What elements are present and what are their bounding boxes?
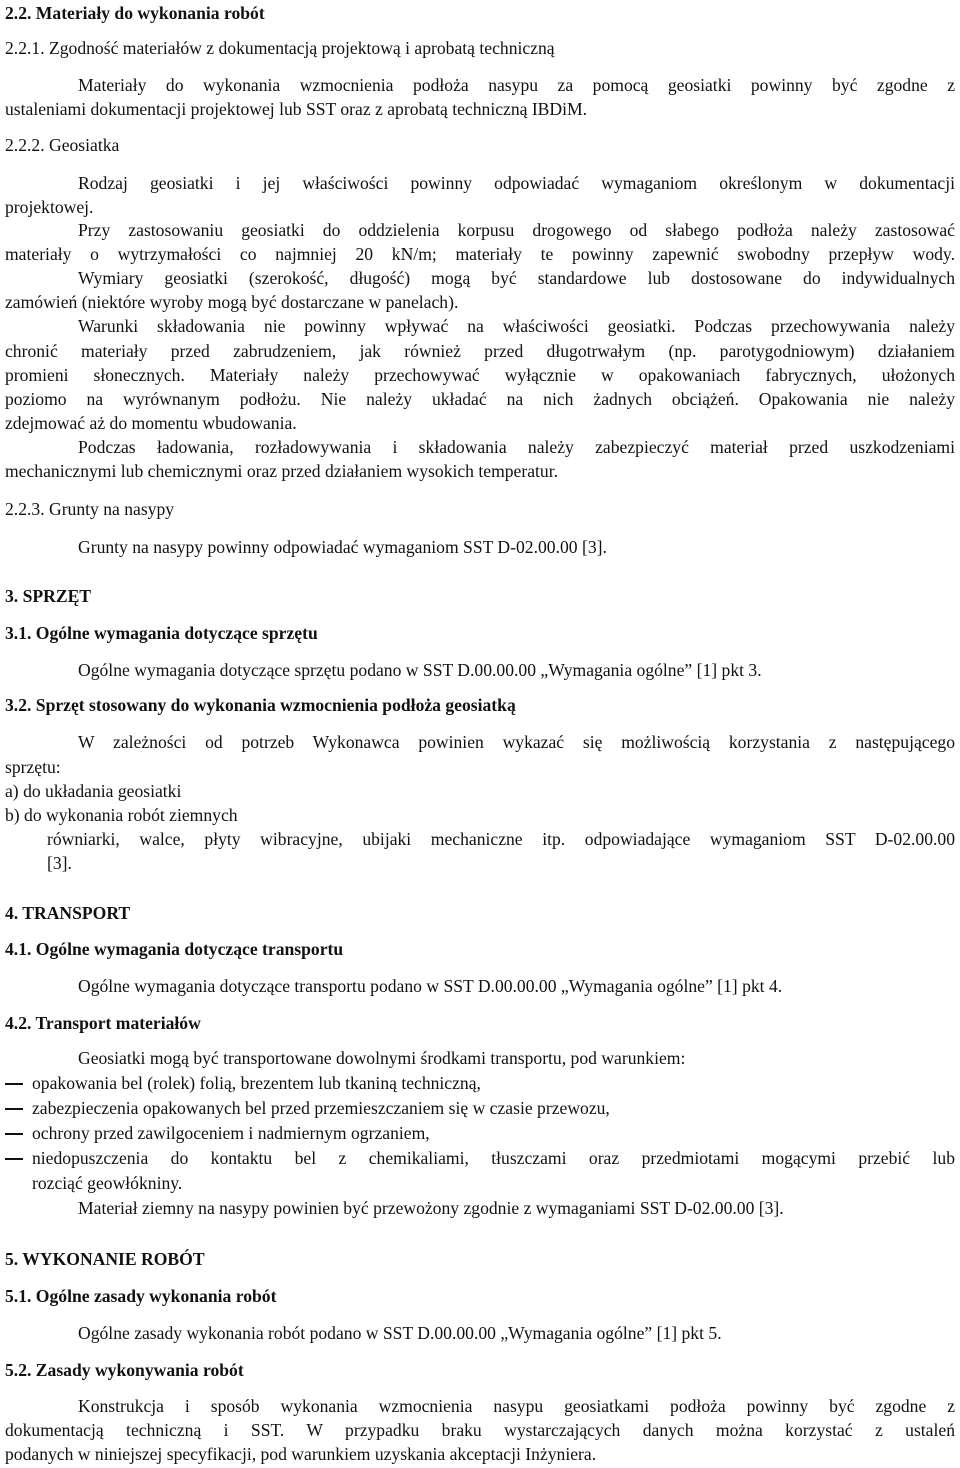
paragraph-line: W zależności od potrzeb Wykonawca powinien wykazać się możliwością korzystania z następującego	[78, 732, 955, 752]
paragraph-line: Geosiatki mogą być transportowane dowolnymi środkami transportu, pod warunkiem:	[78, 1048, 686, 1068]
list-item: a) do układania geosiatki	[5, 781, 182, 801]
paragraph-line: Grunty na nasypy powinny odpowiadać wymaganiom SST D-02.00.00 [3].	[78, 537, 607, 557]
list-item: niedopuszczenia do kontaktu bel z chemikaliami, tłuszczami oraz przedmiotami mogącymi przebić lub	[32, 1148, 955, 1168]
paragraph-line: chronić materiały przed zabrudzeniem, jak również przed długotrwałym (np. parotygodniowym) działaniem	[5, 341, 955, 361]
paragraph-line: zamówień (niektóre wyroby mogą być dostarczane w panelach).	[5, 292, 459, 312]
paragraph-line: Przy zastosowaniu geosiatki do oddzielenia korpusu drogowego od słabego podłoża należy zastosować	[78, 220, 955, 240]
dash-bullet-icon	[5, 1108, 23, 1110]
subsection-title-5-2: 5.2. Zasady wykonywania robót	[5, 1360, 244, 1380]
paragraph-line: promieni słonecznych. Materiały należy przechowywać wyłącznie w opakowaniach fabrycznych, ułożonych	[5, 365, 955, 385]
paragraph-line: Ogólne zasady wykonania robót podano w SST D.00.00.00 „Wymagania ogólne” [1] pkt 5.	[78, 1323, 722, 1343]
paragraph-line: materiały o wytrzymałości co najmniej 20 kN/m; materiały te powinny zapewnić swobodny przepływ wody.	[5, 244, 955, 264]
paragraph-line: poziomo na wyrównanym podłożu. Nie należy układać na nich żadnych obciążeń. Opakowania nie należy	[5, 389, 955, 409]
paragraph-line: Podczas ładowania, rozładowywania i składowania należy zabezpieczyć materiał przed uszkodzeniami	[78, 437, 955, 457]
subsection-title-2-2-2: 2.2.2. Geosiatka	[5, 135, 120, 155]
paragraph-line: Materiał ziemny na nasypy powinien być przewożony zgodnie z wymaganiami SST D-02.00.00 [3].	[78, 1198, 784, 1218]
subsection-title-3-1: 3.1. Ogólne wymagania dotyczące sprzętu	[5, 623, 318, 643]
list-item: zabezpieczenia opakowanych bel przed przemieszczaniem się w czasie przewozu,	[32, 1098, 610, 1118]
paragraph-line: Warunki składowania nie powinny wpływać na właściwości geosiatki. Podczas przechowywania należy	[78, 316, 955, 336]
paragraph-line: mechanicznymi lub chemicznymi oraz przed działaniem wysokich temperatur.	[5, 461, 559, 481]
paragraph-line: Materiały do wykonania wzmocnienia podłoża nasypu za pomocą geosiatki powinny być zgodne z	[78, 75, 955, 95]
subsection-title-4-1: 4.1. Ogólne wymagania dotyczące transportu	[5, 939, 344, 959]
section-heading-4: 4. TRANSPORT	[5, 903, 131, 923]
paragraph-line: podanych w niniejszej specyfikacji, pod warunkiem uzyskania akceptacji Inżyniera.	[5, 1444, 597, 1464]
subsection-title-2-2-3: 2.2.3. Grunty na nasypy	[5, 499, 175, 519]
dash-bullet-icon	[5, 1158, 23, 1160]
paragraph-line: ustaleniami dokumentacji projektowej lub SST oraz z aprobatą techniczną IBDiM.	[5, 99, 588, 119]
section-heading-5: 5. WYKONANIE ROBÓT	[5, 1249, 205, 1269]
paragraph-line: Rodzaj geosiatki i jej właściwości powinny odpowiadać wymaganiom określonym w dokumentacji	[78, 173, 955, 193]
paragraph-line: [3].	[47, 853, 72, 873]
subsection-title-5-1: 5.1. Ogólne zasady wykonania robót	[5, 1286, 277, 1306]
section-heading-2-2: 2.2. Materiały do wykonania robót	[5, 3, 265, 23]
list-item: ochrony przed zawilgoceniem i nadmiernym ogrzaniem,	[32, 1123, 430, 1143]
subsection-title-4-2: 4.2. Transport materiałów	[5, 1013, 201, 1033]
paragraph-line: równiarki, walce, płyty wibracyjne, ubijaki mechaniczne itp. odpowiadające wymaganiom SST D-02.00.00	[47, 829, 955, 849]
list-item: opakowania bel (rolek) folią, brezentem lub tkaniną techniczną,	[32, 1073, 481, 1093]
paragraph-line: dokumentacją techniczną i SST. W przypadku braku wystarczających danych można korzystać z ustaleń	[5, 1420, 955, 1440]
paragraph-line: projektowej.	[5, 197, 94, 217]
paragraph-line: sprzętu:	[5, 757, 61, 777]
paragraph-line: Konstrukcja i sposób wykonania wzmocnienia nasypu geosiatkami podłoża powinny być zgodne z	[78, 1396, 955, 1416]
subsection-title-2-2-1: 2.2.1. Zgodność materiałów z dokumentacją projektową i aprobatą techniczną	[5, 38, 555, 58]
section-heading-3: 3. SPRZĘT	[5, 586, 92, 606]
list-item: b) do wykonania robót ziemnych	[5, 805, 238, 825]
paragraph-line: Wymiary geosiatki (szerokość, długość) mogą być standardowe lub dostosowane do indywidualnych	[78, 268, 955, 288]
paragraph-line: Ogólne wymagania dotyczące transportu podano w SST D.00.00.00 „Wymagania ogólne” [1] pkt 4.	[78, 976, 783, 996]
dash-bullet-icon	[5, 1133, 23, 1135]
paragraph-line: zdejmować aż do momentu wbudowania.	[5, 413, 297, 433]
subsection-title-3-2: 3.2. Sprzęt stosowany do wykonania wzmocnienia podłoża geosiatką	[5, 695, 516, 715]
dash-bullet-icon	[5, 1083, 23, 1085]
paragraph-line: Ogólne wymagania dotyczące sprzętu podano w SST D.00.00.00 „Wymagania ogólne” [1] pkt 3.	[78, 660, 762, 680]
list-item-continuation: rozciąć geowłókniny.	[32, 1173, 183, 1193]
